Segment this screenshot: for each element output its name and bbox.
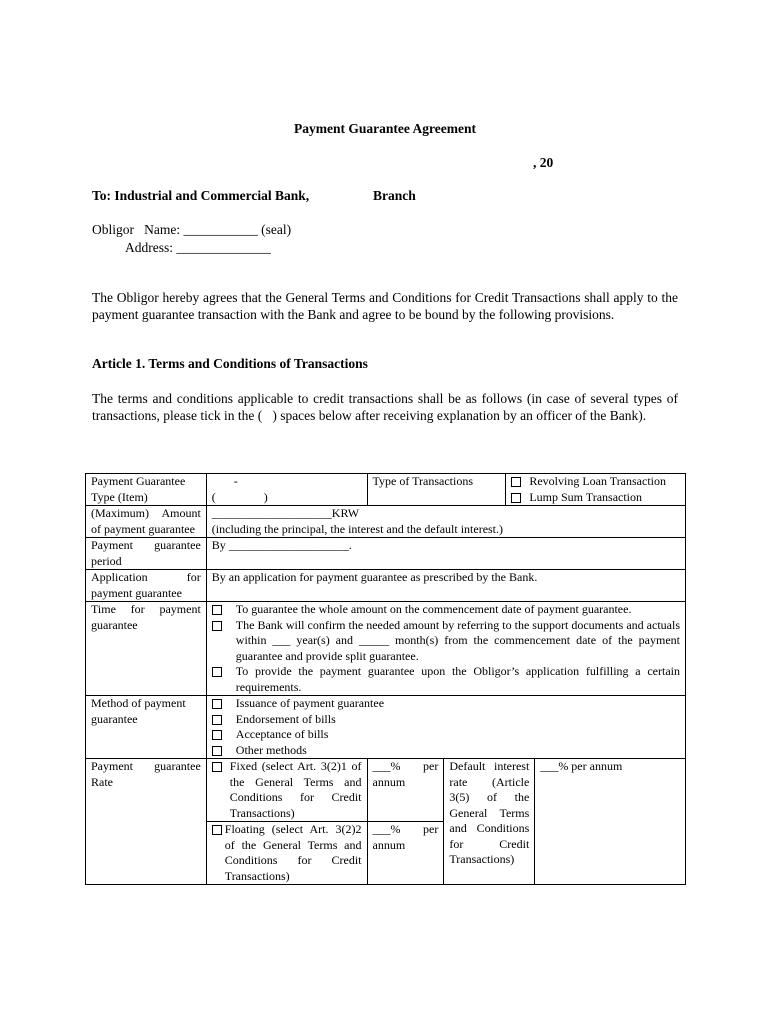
rate-option-fixed[interactable]: Fixed (select Art. 3(2)1 of the General Terms and Conditions for Credit Transactions) bbox=[212, 759, 362, 821]
method-option-issuance[interactable]: Issuance of payment guarantee bbox=[212, 696, 680, 712]
method-options-cell bbox=[206, 696, 685, 759]
checkbox-icon[interactable] bbox=[511, 477, 521, 487]
option-revolving[interactable]: Revolving Loan Transaction bbox=[511, 474, 680, 490]
article-1-paragraph: The terms and conditions applicable to credit transactions shall be as follows (in case of several types of transactions, please tick in the ( ) spaces below after receiving explanation by an officer of the Bank). bbox=[92, 391, 682, 423]
table-row bbox=[86, 474, 686, 506]
time-option-split[interactable]: The Bank will confirm the needed amount by referring to the support documents and actuals within ___ year(s) and _____ month(s) from the commencement date of the payment guarantee and provide split guarantee. bbox=[212, 618, 680, 665]
intro-paragraph: The Obligor hereby agrees that the General Terms and Conditions for Credit Transactions shall apply to the payment guarantee transaction with the Bank and agree to be bound by the following provisions. bbox=[92, 290, 678, 322]
addressee-branch: Branch bbox=[373, 188, 416, 203]
application-label-cell: Application for payment guarantee bbox=[86, 570, 207, 602]
table-row bbox=[86, 602, 686, 696]
table-row bbox=[86, 506, 686, 538]
addressee-bank: To: Industrial and Commercial Bank, bbox=[92, 188, 310, 203]
addressee-line bbox=[92, 188, 692, 204]
checkbox-icon[interactable] bbox=[212, 605, 222, 615]
amount-label-cell: (Maximum) Amount of payment guarantee bbox=[86, 506, 207, 538]
time-label-cell: Time for payment guarantee bbox=[86, 602, 207, 696]
checkbox-icon[interactable] bbox=[212, 762, 222, 772]
type-item-cell bbox=[206, 474, 367, 506]
default-rate-cell: ___% per annum bbox=[535, 759, 686, 885]
period-value-cell: By ____________________. bbox=[206, 538, 685, 570]
checkbox-icon[interactable] bbox=[212, 621, 222, 631]
method-label-cell: Method of payment guarantee bbox=[86, 696, 207, 759]
method-option-other[interactable]: Other methods bbox=[212, 743, 680, 759]
obligor-address: Address: ______________ bbox=[125, 240, 271, 255]
fixed-rate-cell: ___% per annum bbox=[367, 759, 444, 822]
table-row bbox=[86, 696, 686, 759]
floating-option-cell bbox=[206, 822, 367, 885]
amount-note: (including the principal, the interest and the default interest.) bbox=[211, 521, 504, 536]
table-row bbox=[86, 538, 686, 570]
article-1-heading: Article 1. Terms and Conditions of Transactions bbox=[92, 356, 368, 371]
floating-rate-cell: ___% per annum bbox=[367, 822, 444, 885]
period-label-cell: Payment guarantee period bbox=[86, 538, 207, 570]
checkbox-icon[interactable] bbox=[511, 493, 521, 503]
application-value-cell: By an application for payment guarantee as prescribed by the Bank. bbox=[206, 570, 685, 602]
obligor-name: Obligor Name: ___________ (seal) bbox=[92, 222, 292, 237]
type-paren: ( ) bbox=[211, 489, 268, 504]
type-dash: - bbox=[233, 474, 238, 488]
type-options-cell bbox=[506, 474, 686, 506]
date-line: , 20 bbox=[533, 155, 554, 170]
checkbox-icon[interactable] bbox=[212, 730, 222, 740]
document-title: Payment Guarantee Agreement bbox=[294, 121, 476, 136]
checkbox-icon[interactable] bbox=[212, 667, 222, 677]
amount-value-cell bbox=[206, 506, 685, 538]
table-row bbox=[86, 570, 686, 602]
obligor-block bbox=[92, 221, 291, 257]
time-option-application[interactable]: To provide the payment guarantee upon the Obligor’s application fulfilling a certain requirements. bbox=[212, 664, 680, 695]
type-label-cell: Payment Guarantee Type (Item) bbox=[86, 474, 207, 506]
method-option-acceptance[interactable]: Acceptance of bills bbox=[212, 727, 680, 743]
time-options-cell bbox=[206, 602, 685, 696]
method-option-endorsement[interactable]: Endorsement of bills bbox=[212, 712, 680, 728]
checkbox-icon[interactable] bbox=[212, 715, 222, 725]
default-label-cell: Default interest rate (Article 3(5) of the General Terms and Conditions for Credit Transactions) bbox=[444, 759, 535, 885]
checkbox-icon[interactable] bbox=[212, 746, 222, 756]
checkbox-icon[interactable] bbox=[212, 825, 222, 835]
table-row bbox=[86, 759, 686, 822]
time-option-whole[interactable]: To guarantee the whole amount on the commencement date of payment guarantee. bbox=[212, 602, 680, 618]
rate-label-cell: Payment guarantee Rate bbox=[86, 759, 207, 885]
option-lump-sum[interactable]: Lump Sum Transaction bbox=[511, 490, 680, 506]
checkbox-icon[interactable] bbox=[212, 699, 222, 709]
terms-table bbox=[85, 473, 686, 885]
type-of-transactions-label: Type of Transactions bbox=[367, 474, 506, 506]
fixed-option-cell bbox=[206, 759, 367, 822]
amount-line: ____________________KRW bbox=[211, 506, 360, 520]
rate-option-floating[interactable]: Floating (select Art. 3(2)2 of the General Terms and Conditions for Credit Transactions) bbox=[212, 822, 362, 884]
